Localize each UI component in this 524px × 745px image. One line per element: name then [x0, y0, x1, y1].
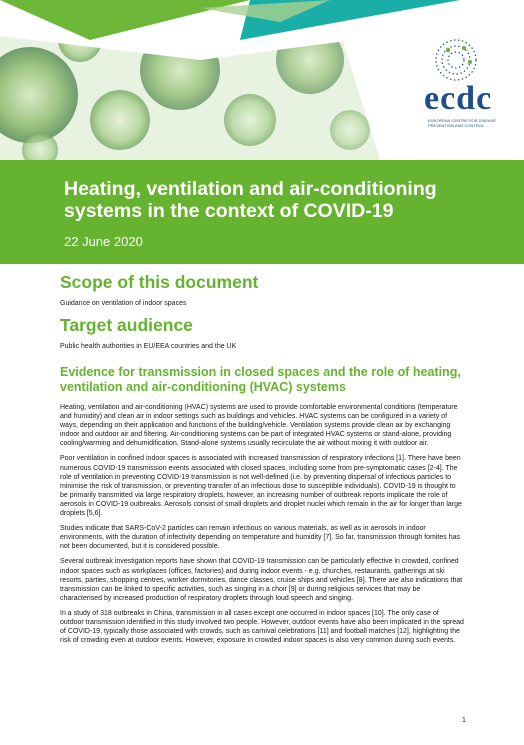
audience-text: Public health authorities in EU/EEA countries and the UK [60, 343, 237, 350]
paragraph: Heating, ventilation and air-conditioning (HVAC) systems are used to provide comfortable environmental conditions (temperature and humidity) and clean air in indoor settings such as buildings and vehicles. HVAC systems can be configured in a variety of ways, depending on their application and functions of the building/vehicle. Ventilation systems provide clean air by exchanging indoor and outdoor air and filtering. Air-conditioning systems can be part of integrated HVAC systems or stand-alone, providing cooling/warming and dehumidification. Stand-alone systems usually recirculate the air without mixing it with outdoor air. [60, 404, 458, 448]
paragraph: Several outbreak investigation reports have shown that COVID-19 transmission can be particularly effective in crowded, confined indoor spaces such as workplaces (offices, factories) and during indoor events - e.g. churches, restaurants, gatherings at ski resorts, parties, shopping centres, worker dormitories, dance classes, cruise ships and vehicles [8]. There are also indications that transmission can be linked to specific activities, such as singing in a choir [9] or during religious services that may be characterised by increased production of respiratory droplets through loud speech and singing. [60, 558, 463, 602]
cover-image [0, 0, 524, 160]
globe-dots-icon [426, 36, 486, 82]
document-title: Heating, ventilation and air-conditioning systems in the context of COVID-19 [64, 178, 437, 222]
page-number: 1 [462, 717, 466, 724]
audience-heading: Target audience [60, 315, 193, 335]
scope-heading: Scope of this document [60, 272, 259, 292]
paragraph: Poor ventilation in confined indoor spaces is associated with increased transmission of respiratory infections [1]. There have been numerous COVID-19 transmission events associated with closed spaces, including some from pre-symptomatic cases [2-4]. The role of ventilation in preventing COVID-19 transmission is not well-defined (i.e. by preventing dispersal of infectious particles to minimise the risk of transmission, or preventing transfer of an infectious dose to susceptible individuals). COVID-19 is thought to be primarily transmitted via large respiratory droplets, however, an increasing number of outbreak reports implicate the role of aerosols in COVID-19 outbreaks. Aerosols consist of small droplets and droplet nuclei which remain in the air for longer than large droplets [5,6]. [60, 455, 462, 518]
ecdc-logo [404, 36, 514, 128]
ecdc-tagline: EUROPEAN CENTRE FOR DISEASE PREVENTION AND CONTROL [428, 118, 497, 128]
publication-date: 22 June 2020 [64, 234, 143, 249]
ecdc-wordmark: ecdc [424, 80, 493, 117]
main-content [60, 272, 464, 645]
paragraph: Studies indicate that SARS-CoV-2 particles can remain infectious on various materials, as well as in aerosols in indoor environments, with the duration of infectivity depending on temperature and humidity [7]. So far, transmission through fomites has not been documented, but it is considered possible. [60, 525, 460, 551]
paragraph: In a study of 318 outbreaks in China, transmission in all cases except one occurred in indoor spaces [10]. The only case of outdoor transmission identified in this study involved two people. However, outdoor events have also been implicated in the spread of COVID-19, typically those associated with crowds, such as carnival celebrations [11] and football matches [12], highlighting the risk of crowding even at outdoor events. However, exposure in crowded indoor spaces is also very common during such events. [60, 609, 464, 645]
scope-text: Guidance on ventilation of indoor spaces [60, 300, 187, 307]
evidence-heading: Evidence for transmission in closed spaces and the role of heating, ventilation and air-conditioning (HVAC) systems [60, 365, 461, 394]
